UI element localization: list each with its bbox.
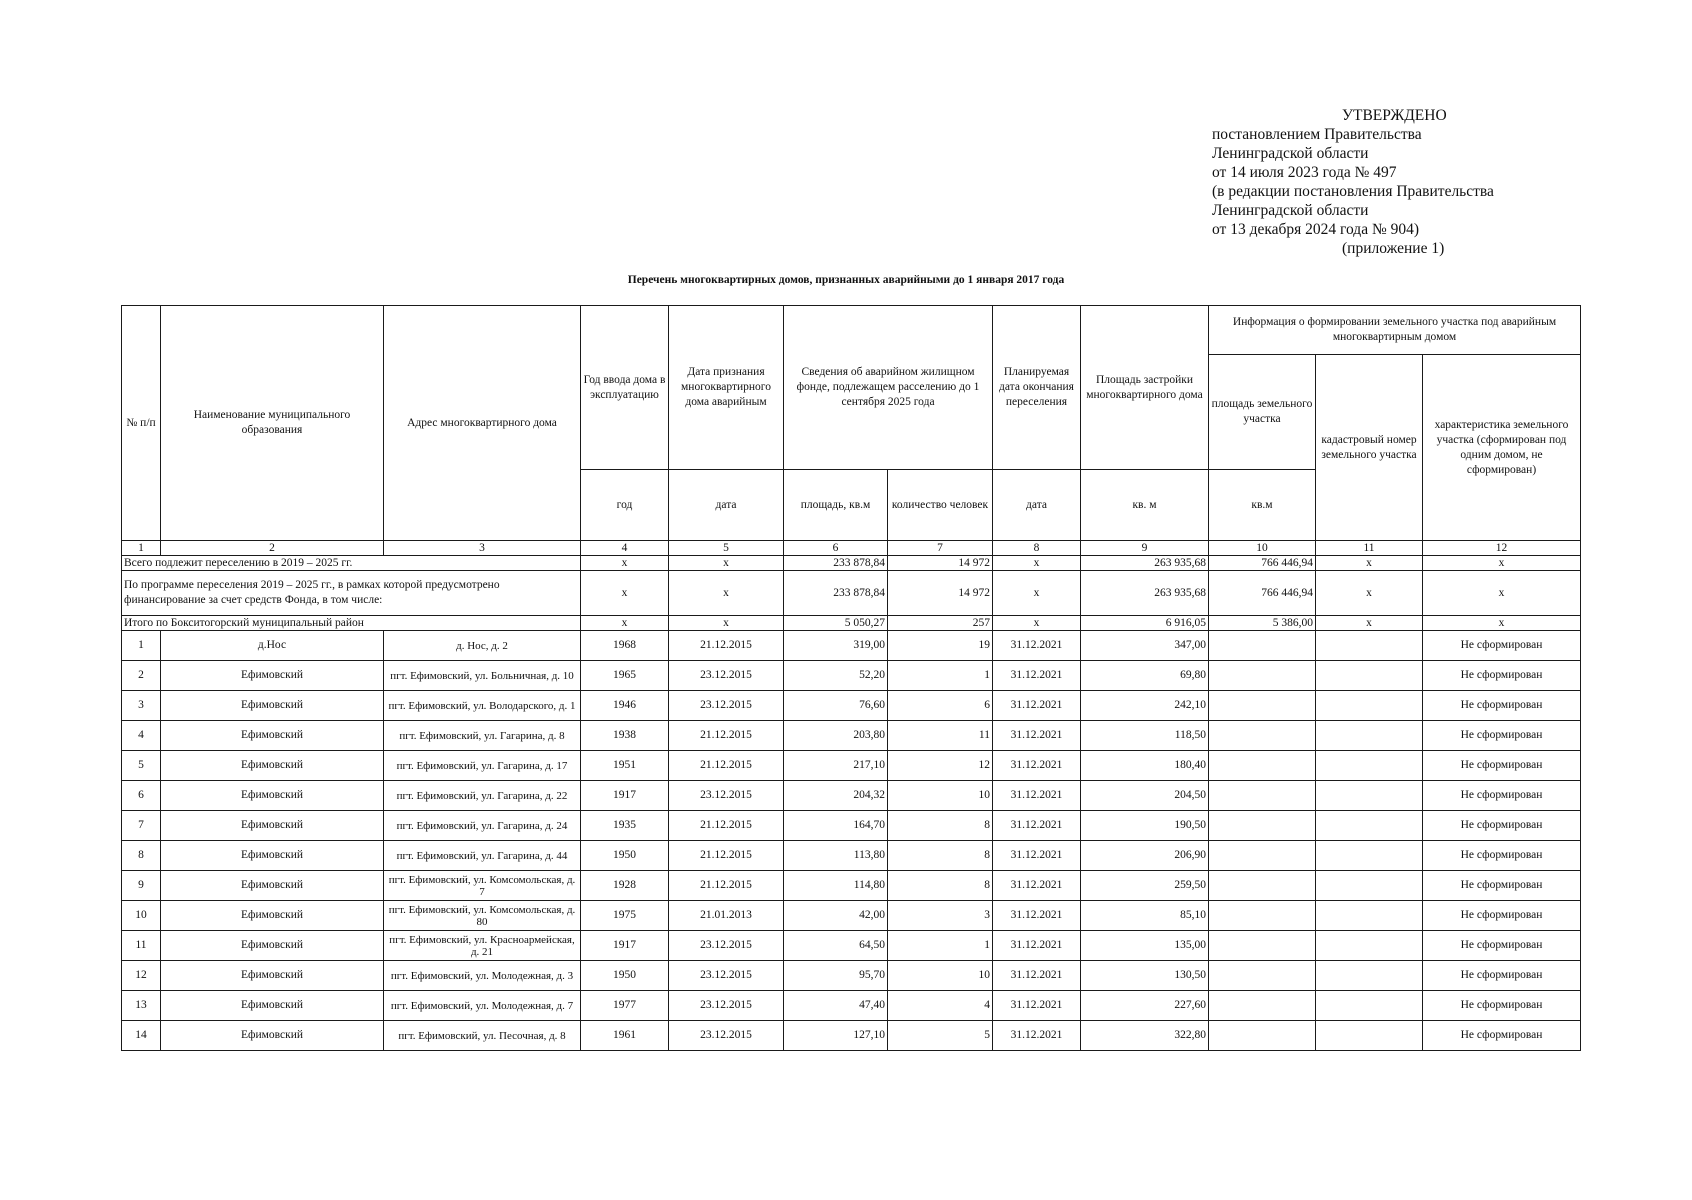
table-row bbox=[122, 811, 1581, 841]
district-build: 6 916,05 bbox=[1081, 616, 1209, 631]
program-people: 14 972 bbox=[888, 571, 993, 616]
row-number: 14 bbox=[122, 1021, 161, 1051]
row-recognition-date: 21.01.2013 bbox=[669, 901, 784, 931]
header-address: Адрес многоквартирного дома bbox=[384, 306, 581, 541]
table-row bbox=[122, 991, 1581, 1021]
row-land-area bbox=[1209, 871, 1316, 901]
approval-stamp bbox=[1212, 106, 1572, 258]
row-build-area: 118,50 bbox=[1081, 721, 1209, 751]
row-year: 1938 bbox=[581, 721, 669, 751]
program-date: x bbox=[669, 571, 784, 616]
row-address: пгт. Ефимовский, ул. Гагарина, д. 44 bbox=[384, 841, 581, 871]
program-char: x bbox=[1423, 571, 1581, 616]
row-number: 1 bbox=[122, 631, 161, 661]
row-land-char: Не сформирован bbox=[1423, 751, 1581, 781]
row-area: 127,10 bbox=[784, 1021, 888, 1051]
header-land-area: площадь земельного участка bbox=[1209, 355, 1316, 470]
row-recognition-date: 21.12.2015 bbox=[669, 751, 784, 781]
row-land-area bbox=[1209, 721, 1316, 751]
row-municipality: Ефимовский bbox=[161, 901, 384, 931]
row-planned-date: 31.12.2021 bbox=[993, 1021, 1081, 1051]
header-cadastral: кадастровый номер земельного участка bbox=[1316, 355, 1423, 541]
table-row bbox=[122, 901, 1581, 931]
houses-table bbox=[121, 305, 1581, 1051]
header-build-area: Площадь застройки многоквартирного дома bbox=[1081, 306, 1209, 470]
row-people: 11 bbox=[888, 721, 993, 751]
row-build-area: 85,10 bbox=[1081, 901, 1209, 931]
row-people: 5 bbox=[888, 1021, 993, 1051]
row-municipality: Ефимовский bbox=[161, 661, 384, 691]
row-cadastral bbox=[1316, 721, 1423, 751]
row-municipality: Ефимовский bbox=[161, 811, 384, 841]
row-cadastral bbox=[1316, 661, 1423, 691]
row-cadastral bbox=[1316, 871, 1423, 901]
header-municipality: Наименование муниципального образования bbox=[161, 306, 384, 541]
row-area: 42,00 bbox=[784, 901, 888, 931]
row-land-area bbox=[1209, 901, 1316, 931]
row-year: 1946 bbox=[581, 691, 669, 721]
subheader-date: дата bbox=[669, 470, 784, 541]
row-land-char: Не сформирован bbox=[1423, 631, 1581, 661]
column-number: 12 bbox=[1423, 541, 1581, 556]
row-address: пгт. Ефимовский, ул. Володарского, д. 1 bbox=[384, 691, 581, 721]
column-number: 2 bbox=[161, 541, 384, 556]
row-address: пгт. Ефимовский, ул. Комсомольская, д. 7 bbox=[384, 871, 581, 901]
table-row bbox=[122, 781, 1581, 811]
row-build-area: 130,50 bbox=[1081, 961, 1209, 991]
row-number: 2 bbox=[122, 661, 161, 691]
row-planned-date: 31.12.2021 bbox=[993, 961, 1081, 991]
row-land-area bbox=[1209, 631, 1316, 661]
row-people: 10 bbox=[888, 781, 993, 811]
total-area: 233 878,84 bbox=[784, 556, 888, 571]
row-people: 10 bbox=[888, 961, 993, 991]
row-land-char: Не сформирован bbox=[1423, 1021, 1581, 1051]
row-number: 7 bbox=[122, 811, 161, 841]
subheader-people: количество человек bbox=[888, 470, 993, 541]
row-recognition-date: 23.12.2015 bbox=[669, 991, 784, 1021]
column-number: 5 bbox=[669, 541, 784, 556]
row-area: 203,80 bbox=[784, 721, 888, 751]
row-number: 4 bbox=[122, 721, 161, 751]
total-date: x bbox=[669, 556, 784, 571]
row-recognition-date: 23.12.2015 bbox=[669, 661, 784, 691]
table-row bbox=[122, 1021, 1581, 1051]
row-land-area bbox=[1209, 691, 1316, 721]
row-land-char: Не сформирован bbox=[1423, 841, 1581, 871]
header-recognition: Дата признания многоквартирного дома аварийным bbox=[669, 306, 784, 470]
program-land: 766 446,94 bbox=[1209, 571, 1316, 616]
row-area: 76,60 bbox=[784, 691, 888, 721]
row-municipality: Ефимовский bbox=[161, 1021, 384, 1051]
program-year: x bbox=[581, 571, 669, 616]
district-char: x bbox=[1423, 616, 1581, 631]
row-build-area: 242,10 bbox=[1081, 691, 1209, 721]
subheader-area: площадь, кв.м bbox=[784, 470, 888, 541]
column-number: 4 bbox=[581, 541, 669, 556]
row-build-area: 204,50 bbox=[1081, 781, 1209, 811]
row-land-area bbox=[1209, 751, 1316, 781]
row-planned-date: 31.12.2021 bbox=[993, 691, 1081, 721]
district-date: x bbox=[669, 616, 784, 631]
row-cadastral bbox=[1316, 811, 1423, 841]
approval-line: Ленинградской области bbox=[1212, 202, 1369, 219]
row-build-area: 135,00 bbox=[1081, 931, 1209, 961]
row-municipality: Ефимовский bbox=[161, 781, 384, 811]
row-area: 319,00 bbox=[784, 631, 888, 661]
row-people: 3 bbox=[888, 901, 993, 931]
row-address: пгт. Ефимовский, ул. Гагарина, д. 17 bbox=[384, 751, 581, 781]
approval-appendix: (приложение 1) bbox=[1342, 240, 1445, 257]
row-recognition-date: 23.12.2015 bbox=[669, 781, 784, 811]
row-land-area bbox=[1209, 811, 1316, 841]
row-planned-date: 31.12.2021 bbox=[993, 811, 1081, 841]
row-build-area: 347,00 bbox=[1081, 631, 1209, 661]
row-cadastral bbox=[1316, 841, 1423, 871]
row-people: 19 bbox=[888, 631, 993, 661]
program-label: По программе переселения 2019 – 2025 гг., в рамках которой предусмотрено финансирование за счет средств Фонда, в том числе: bbox=[122, 571, 581, 616]
row-build-area: 69,80 bbox=[1081, 661, 1209, 691]
approval-line: (в редакции постановления Правительства bbox=[1212, 183, 1494, 200]
row-land-char: Не сформирован bbox=[1423, 781, 1581, 811]
row-municipality: Ефимовский bbox=[161, 961, 384, 991]
document-title: Перечень многоквартирных домов, признанных аварийными до 1 января 2017 года bbox=[627, 274, 1065, 286]
program-planned: x bbox=[993, 571, 1081, 616]
table-row bbox=[122, 721, 1581, 751]
row-planned-date: 31.12.2021 bbox=[993, 841, 1081, 871]
row-planned-date: 31.12.2021 bbox=[993, 661, 1081, 691]
row-build-area: 190,50 bbox=[1081, 811, 1209, 841]
table-row bbox=[122, 661, 1581, 691]
row-people: 12 bbox=[888, 751, 993, 781]
header-year: Год ввода дома в эксплуатацию bbox=[581, 306, 669, 470]
row-people: 1 bbox=[888, 931, 993, 961]
row-cadastral bbox=[1316, 631, 1423, 661]
row-address: пгт. Ефимовский, ул. Комсомольская, д. 80 bbox=[384, 901, 581, 931]
row-number: 3 bbox=[122, 691, 161, 721]
table-row bbox=[122, 751, 1581, 781]
total-year: x bbox=[581, 556, 669, 571]
row-municipality: Ефимовский bbox=[161, 691, 384, 721]
total-row bbox=[122, 556, 1581, 571]
column-number: 1 bbox=[122, 541, 161, 556]
row-people: 8 bbox=[888, 871, 993, 901]
row-planned-date: 31.12.2021 bbox=[993, 721, 1081, 751]
row-cadastral bbox=[1316, 691, 1423, 721]
row-area: 164,70 bbox=[784, 811, 888, 841]
row-cadastral bbox=[1316, 751, 1423, 781]
row-people: 8 bbox=[888, 811, 993, 841]
header-planned: Планируемая дата окончания переселения bbox=[993, 306, 1081, 470]
row-recognition-date: 21.12.2015 bbox=[669, 871, 784, 901]
district-planned: x bbox=[993, 616, 1081, 631]
row-address: пгт. Ефимовский, ул. Молодежная, д. 3 bbox=[384, 961, 581, 991]
district-land: 5 386,00 bbox=[1209, 616, 1316, 631]
district-label: Итого по Бокситогорский муниципальный район bbox=[122, 616, 581, 631]
row-year: 1977 bbox=[581, 991, 669, 1021]
column-number: 7 bbox=[888, 541, 993, 556]
district-row bbox=[122, 616, 1581, 631]
row-planned-date: 31.12.2021 bbox=[993, 781, 1081, 811]
row-year: 1961 bbox=[581, 1021, 669, 1051]
row-address: пгт. Ефимовский, ул. Молодежная, д. 7 bbox=[384, 991, 581, 1021]
total-land: 766 446,94 bbox=[1209, 556, 1316, 571]
row-cadastral bbox=[1316, 931, 1423, 961]
row-land-area bbox=[1209, 991, 1316, 1021]
row-land-char: Не сформирован bbox=[1423, 961, 1581, 991]
row-recognition-date: 21.12.2015 bbox=[669, 721, 784, 751]
row-area: 64,50 bbox=[784, 931, 888, 961]
row-planned-date: 31.12.2021 bbox=[993, 631, 1081, 661]
column-number: 9 bbox=[1081, 541, 1209, 556]
total-people: 14 972 bbox=[888, 556, 993, 571]
row-build-area: 206,90 bbox=[1081, 841, 1209, 871]
row-cadastral bbox=[1316, 991, 1423, 1021]
row-land-char: Не сформирован bbox=[1423, 991, 1581, 1021]
row-cadastral bbox=[1316, 1021, 1423, 1051]
header-land-info: Информация о формировании земельного участка под аварийным многоквартирным домом bbox=[1209, 306, 1581, 355]
row-number: 12 bbox=[122, 961, 161, 991]
row-area: 47,40 bbox=[784, 991, 888, 1021]
row-land-char: Не сформирован bbox=[1423, 721, 1581, 751]
row-address: пгт. Ефимовский, ул. Больничная, д. 10 bbox=[384, 661, 581, 691]
row-address: пгт. Ефимовский, ул. Красноармейская, д. 21 bbox=[384, 931, 581, 961]
subheader-land-kvm: кв.м bbox=[1209, 470, 1316, 541]
row-area: 95,70 bbox=[784, 961, 888, 991]
row-number: 9 bbox=[122, 871, 161, 901]
row-area: 113,80 bbox=[784, 841, 888, 871]
approval-heading: УТВЕРЖДЕНО bbox=[1342, 107, 1447, 124]
row-address: пгт. Ефимовский, ул. Гагарина, д. 24 bbox=[384, 811, 581, 841]
row-land-area bbox=[1209, 1021, 1316, 1051]
row-cadastral bbox=[1316, 961, 1423, 991]
row-land-area bbox=[1209, 841, 1316, 871]
row-year: 1935 bbox=[581, 811, 669, 841]
approval-line: постановлением Правительства bbox=[1212, 126, 1422, 143]
row-land-area bbox=[1209, 661, 1316, 691]
district-people: 257 bbox=[888, 616, 993, 631]
row-address: пгт. Ефимовский, ул. Песочная, д. 8 bbox=[384, 1021, 581, 1051]
header-num: № п/п bbox=[122, 306, 161, 541]
row-municipality: Ефимовский bbox=[161, 991, 384, 1021]
row-planned-date: 31.12.2021 bbox=[993, 991, 1081, 1021]
row-number: 11 bbox=[122, 931, 161, 961]
row-year: 1965 bbox=[581, 661, 669, 691]
row-number: 10 bbox=[122, 901, 161, 931]
row-year: 1950 bbox=[581, 961, 669, 991]
row-municipality: Ефимовский bbox=[161, 931, 384, 961]
approval-line: от 14 июля 2023 года № 497 bbox=[1212, 164, 1397, 181]
row-land-char: Не сформирован bbox=[1423, 661, 1581, 691]
row-area: 217,10 bbox=[784, 751, 888, 781]
row-municipality: д.Нос bbox=[161, 631, 384, 661]
row-area: 204,32 bbox=[784, 781, 888, 811]
row-build-area: 259,50 bbox=[1081, 871, 1209, 901]
total-label: Всего подлежит переселению в 2019 – 2025 гг. bbox=[122, 556, 581, 571]
row-municipality: Ефимовский bbox=[161, 721, 384, 751]
table-row bbox=[122, 871, 1581, 901]
row-land-char: Не сформирован bbox=[1423, 901, 1581, 931]
row-municipality: Ефимовский bbox=[161, 751, 384, 781]
row-year: 1917 bbox=[581, 931, 669, 961]
row-land-area bbox=[1209, 931, 1316, 961]
program-row bbox=[122, 571, 1581, 616]
row-planned-date: 31.12.2021 bbox=[993, 871, 1081, 901]
row-number: 8 bbox=[122, 841, 161, 871]
header-fund: Сведения об аварийном жилищном фонде, подлежащем расселению до 1 сентября 2025 года bbox=[784, 306, 993, 470]
row-recognition-date: 23.12.2015 bbox=[669, 1021, 784, 1051]
row-people: 1 bbox=[888, 661, 993, 691]
total-build: 263 935,68 bbox=[1081, 556, 1209, 571]
row-number: 13 bbox=[122, 991, 161, 1021]
row-recognition-date: 21.12.2015 bbox=[669, 631, 784, 661]
row-build-area: 227,60 bbox=[1081, 991, 1209, 1021]
column-number: 11 bbox=[1316, 541, 1423, 556]
row-number: 5 bbox=[122, 751, 161, 781]
row-recognition-date: 23.12.2015 bbox=[669, 961, 784, 991]
table-row bbox=[122, 961, 1581, 991]
column-number: 3 bbox=[384, 541, 581, 556]
column-number: 10 bbox=[1209, 541, 1316, 556]
row-recognition-date: 23.12.2015 bbox=[669, 931, 784, 961]
row-number: 6 bbox=[122, 781, 161, 811]
column-numbers-row bbox=[122, 541, 1581, 556]
table-row bbox=[122, 841, 1581, 871]
district-area: 5 050,27 bbox=[784, 616, 888, 631]
row-area: 52,20 bbox=[784, 661, 888, 691]
total-planned: x bbox=[993, 556, 1081, 571]
row-cadastral bbox=[1316, 901, 1423, 931]
table-row bbox=[122, 931, 1581, 961]
subheader-planned-date: дата bbox=[993, 470, 1081, 541]
program-cad: x bbox=[1316, 571, 1423, 616]
row-municipality: Ефимовский bbox=[161, 841, 384, 871]
row-year: 1951 bbox=[581, 751, 669, 781]
row-address: пгт. Ефимовский, ул. Гагарина, д. 8 bbox=[384, 721, 581, 751]
row-year: 1917 bbox=[581, 781, 669, 811]
row-year: 1950 bbox=[581, 841, 669, 871]
row-planned-date: 31.12.2021 bbox=[993, 931, 1081, 961]
row-recognition-date: 23.12.2015 bbox=[669, 691, 784, 721]
row-recognition-date: 21.12.2015 bbox=[669, 811, 784, 841]
column-number: 6 bbox=[784, 541, 888, 556]
row-build-area: 322,80 bbox=[1081, 1021, 1209, 1051]
district-year: x bbox=[581, 616, 669, 631]
district-cad: x bbox=[1316, 616, 1423, 631]
row-land-char: Не сформирован bbox=[1423, 691, 1581, 721]
program-area: 233 878,84 bbox=[784, 571, 888, 616]
row-year: 1928 bbox=[581, 871, 669, 901]
row-address: пгт. Ефимовский, ул. Гагарина, д. 22 bbox=[384, 781, 581, 811]
total-cad: x bbox=[1316, 556, 1423, 571]
header-land-char: характеристика земельного участка (сформирован под одним домом, не сформирован) bbox=[1423, 355, 1581, 541]
total-char: x bbox=[1423, 556, 1581, 571]
row-planned-date: 31.12.2021 bbox=[993, 751, 1081, 781]
approval-line: от 13 декабря 2024 года № 904) bbox=[1212, 221, 1420, 238]
row-people: 8 bbox=[888, 841, 993, 871]
row-planned-date: 31.12.2021 bbox=[993, 901, 1081, 931]
table-row bbox=[122, 631, 1581, 661]
row-people: 4 bbox=[888, 991, 993, 1021]
row-land-area bbox=[1209, 781, 1316, 811]
row-land-char: Не сформирован bbox=[1423, 811, 1581, 841]
row-people: 6 bbox=[888, 691, 993, 721]
program-build: 263 935,68 bbox=[1081, 571, 1209, 616]
row-land-char: Не сформирован bbox=[1423, 871, 1581, 901]
approval-line: Ленинградской области bbox=[1212, 145, 1369, 162]
table-row bbox=[122, 691, 1581, 721]
row-recognition-date: 21.12.2015 bbox=[669, 841, 784, 871]
subheader-year: год bbox=[581, 470, 669, 541]
row-cadastral bbox=[1316, 781, 1423, 811]
row-municipality: Ефимовский bbox=[161, 871, 384, 901]
row-year: 1968 bbox=[581, 631, 669, 661]
row-area: 114,80 bbox=[784, 871, 888, 901]
subheader-build-kvm: кв. м bbox=[1081, 470, 1209, 541]
row-address: д. Нос, д. 2 bbox=[384, 631, 581, 661]
row-land-char: Не сформирован bbox=[1423, 931, 1581, 961]
column-number: 8 bbox=[993, 541, 1081, 556]
row-year: 1975 bbox=[581, 901, 669, 931]
row-build-area: 180,40 bbox=[1081, 751, 1209, 781]
row-land-area bbox=[1209, 961, 1316, 991]
